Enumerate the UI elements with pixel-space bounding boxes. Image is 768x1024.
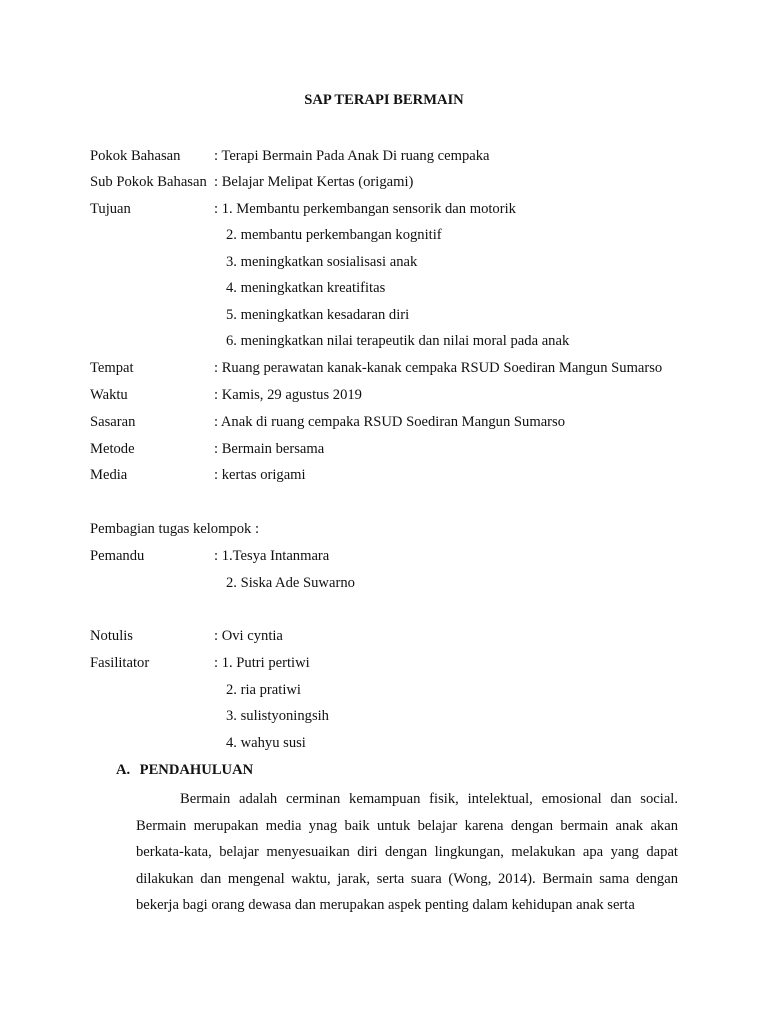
field-label: Media (90, 467, 128, 483)
field-label: Sasaran (90, 414, 136, 430)
field-label: Pokok Bahasan (90, 148, 181, 164)
tujuan-item: 3. meningkatkan sosialisasi anak (226, 254, 418, 270)
section-title: PENDAHULUAN (139, 762, 254, 778)
field-label: Sub Pokok Bahasan (90, 174, 207, 190)
fasilitator-item: 3. sulistyoningsih (226, 708, 329, 724)
tujuan-item: 5. meningkatkan kesadaran diri (226, 307, 410, 323)
field-label: Waktu (90, 387, 128, 403)
fasilitator-item: 2. ria pratiwi (226, 682, 301, 698)
field-label: Fasilitator (90, 655, 150, 671)
fasilitator-item: 4. wahyu susi (226, 735, 306, 751)
tujuan-item: 6. meningkatkan nilai terapeutik dan nilai moral pada anak (226, 333, 570, 349)
field-label: Tempat (90, 360, 134, 376)
field-value: : 1.Tesya Intanmara (214, 548, 330, 564)
group-heading: Pembagian tugas kelompok : (90, 521, 260, 537)
pemandu-item: 2. Siska Ade Suwarno (226, 575, 355, 591)
tujuan-item: 2. membantu perkembangan kognitif (226, 227, 442, 243)
field-value: : Anak di ruang cempaka RSUD Soediran Mangun Sumarso (214, 414, 566, 430)
body-paragraph (136, 786, 678, 919)
section-heading (116, 760, 253, 780)
field-label: Pemandu (90, 548, 145, 564)
field-value: : kertas origami (214, 467, 306, 483)
section-number: A. (116, 762, 131, 778)
field-value: : Terapi Bermain Pada Anak Di ruang cempaka (214, 148, 490, 164)
field-value: : 1. Putri pertiwi (214, 655, 310, 671)
field-label: Notulis (90, 628, 133, 644)
document-title: SAP TERAPI BERMAIN (304, 92, 464, 108)
field-value: : Belajar Melipat Kertas (origami) (214, 174, 414, 190)
field-label: Metode (90, 441, 135, 457)
tujuan-item: 4. meningkatkan kreatifitas (226, 280, 386, 296)
field-value: : Ovi cyntia (214, 628, 283, 644)
paragraph-text: Bermain adalah cerminan kemampuan fisik, intelektual, emosional dan social. Bermain merupakan media ynag baik untuk belajar karena dengan bermain anak akan berkata-kata, belajar menyesuaikan diri dengan lingkungan, melakukan apa yang dapat dilakukan dan mengenal waktu, jarak, serta suara (Wong, 2014). Bermain sama dengan bekerja bagi orang dewasa dan merupakan aspek penting dalam kehidupan anak serta (136, 791, 678, 914)
field-value: : Kamis, 29 agustus 2019 (214, 387, 362, 403)
field-value: : Ruang perawatan kanak-kanak cempaka RSUD Soediran Mangun Sumarso (214, 360, 663, 376)
field-value: : Bermain bersama (214, 441, 325, 457)
field-value: : 1. Membantu perkembangan sensorik dan motorik (214, 201, 516, 217)
field-label: Tujuan (90, 201, 131, 217)
